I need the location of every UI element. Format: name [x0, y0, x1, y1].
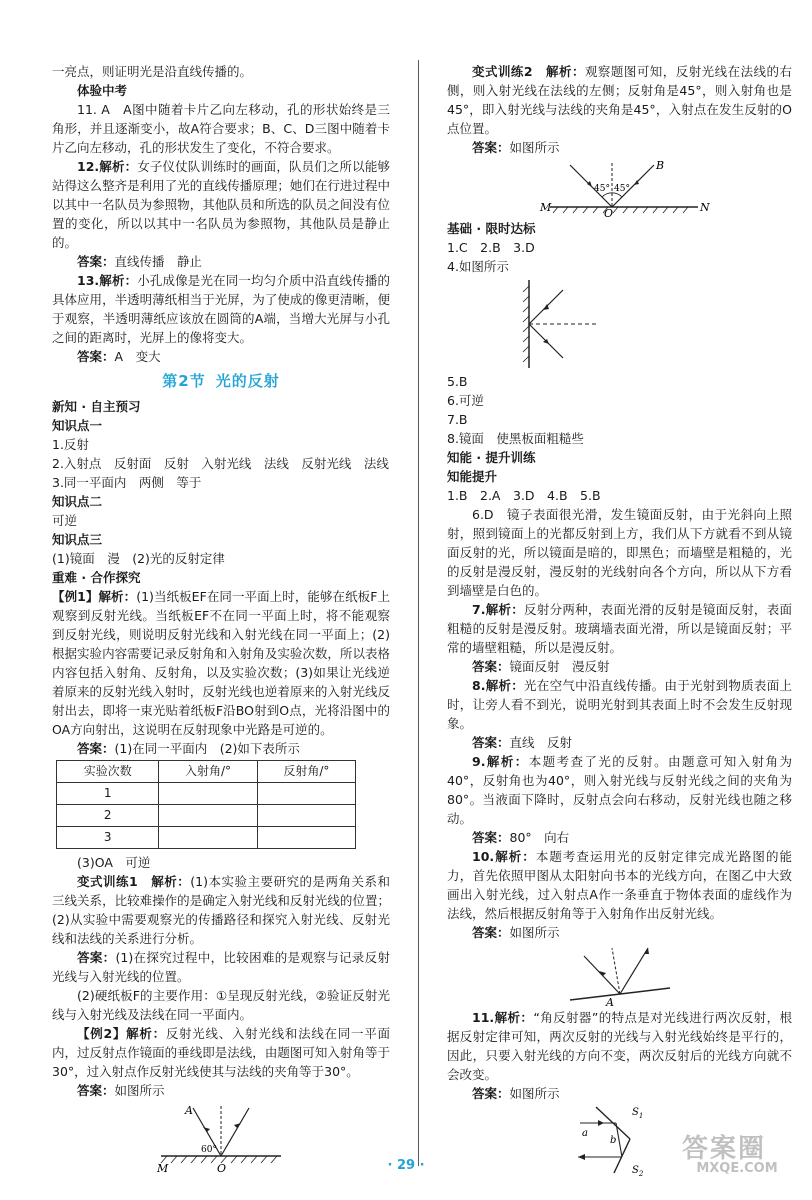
q9-text: 本题考查了光的反射。由题意可知入射角为40°，反射角也为40°，则入射光线与反射光线之间的夹角为80°。当液面下降时，反射点会向右移动，反射光线也随之移动。: [447, 754, 792, 826]
example2: [52, 1024, 390, 1081]
answer-text: 直线传播 静止: [114, 254, 203, 269]
answer-label: 答案：: [472, 830, 510, 845]
table-cell: 1: [57, 783, 159, 805]
kp1-item-2: 2.入射点 反射面 反射 入射光线 法线 反射光线 法线: [52, 456, 389, 471]
zhineng-item-1: 1.B 2.A 3.D 4.B 5.B: [447, 488, 601, 503]
q11-text: 11. A A图中随着卡片乙向左移动，孔的形状始终是三角形，并且逐渐变小，故A符合要求；B、C、D三图中随着卡片乙向左移动，孔的形状发生了变化，不符合要求。: [52, 102, 390, 155]
analysis-label: 解析：: [151, 874, 191, 889]
xinzhi-heading: 新知 · 自主预习: [52, 399, 141, 414]
analysis-label: 解析：: [494, 1010, 534, 1025]
label-b: b: [609, 1135, 616, 1146]
label-angle-2: 45°: [613, 184, 630, 194]
q7-num: 7.: [472, 602, 486, 617]
zhineng-subheading: 知能提升: [447, 469, 498, 484]
intro-line: 一亮点，则证明光是沿直线传播的。: [52, 64, 253, 79]
section-number: 第2节: [162, 372, 206, 390]
label-A: A: [185, 1104, 193, 1117]
q9-num: 9.: [472, 754, 486, 769]
example1-text: (1)当纸板EF在同一平面上时，能够在纸板F上观察到反射光线。当纸板EF不在同一平面上时，将不能观察到反射光线，则说明反射光线和入射光线在同一平面上；(2)根据实验内容需要记录反射角和入射角及实验次数，所以表格内容包括入射角、反射角，以及实验次数；(3)如果让光线逆着原来的反射光线入射时，反射光线也逆着原来的入射光线反射出去，即将一束光贴着纸板F沿BO射到O点，光将沿图中的OA方向射出，这说明在反射现象中光路是可逆的。: [52, 589, 390, 737]
kp1-item-3: 3.同一平面内 两侧 等于: [52, 475, 202, 490]
q8-text: 光在空气中沿直线传播。由于光射到物质表面上时，让旁人看不到光，说明光射到其表面上时不会发生反射现象。: [447, 678, 792, 731]
bianshi1-answer-2: (2)硬纸板F的主要作用：①呈现反射光线，②验证反射光线与入射光线及法线在同一平面内。: [52, 988, 390, 1022]
jichu-item-1: 1.C 2.B 3.D: [447, 240, 535, 255]
label-B: B: [655, 159, 664, 172]
answer-text: 如图所示: [114, 1083, 165, 1098]
label-M: M: [157, 1162, 169, 1175]
kp1-heading: 知识点一: [52, 418, 103, 433]
zhineng-q10-answer: [447, 923, 792, 942]
label-N: N: [699, 201, 710, 214]
analysis-label: 解析：: [494, 849, 536, 864]
zhineng-q8-answer: [447, 733, 792, 752]
kp2-item: 可逆: [52, 513, 78, 528]
analysis-label: 解析：: [98, 589, 137, 604]
table-row: [57, 827, 356, 849]
label-O: O: [217, 1162, 227, 1175]
column-divider: [418, 60, 419, 1166]
zhineng-q8: [447, 676, 792, 733]
bianshi2: [447, 62, 792, 138]
table-cell: [159, 805, 257, 827]
table-cell: [159, 827, 257, 849]
answer-label: 答案：: [77, 254, 115, 269]
answer-text: A 变大: [114, 349, 161, 364]
label-a: a: [581, 1128, 588, 1139]
q8-num: 8.: [472, 678, 486, 693]
reflected-arrow: [543, 339, 549, 344]
bianshi1: [52, 872, 390, 948]
table-row: [57, 805, 356, 827]
label-A: A: [605, 996, 614, 1008]
reflected-ray: [620, 948, 648, 994]
table-header-row: [57, 761, 356, 783]
right-column: [447, 62, 792, 1177]
example1-answer: [52, 739, 390, 758]
jichu-item-7: 7.B: [447, 412, 468, 427]
watermark-logo: 答案圈: [682, 1134, 767, 1164]
answer-label: 答案：: [472, 925, 510, 940]
bianshi-label: 变式训练2: [472, 64, 533, 79]
analysis-label: 解析：: [126, 1026, 166, 1041]
answer-label: 答案：: [77, 349, 115, 364]
label-S2: $S_2$: [631, 1165, 643, 1177]
example-label: 【例1】: [52, 589, 99, 604]
reflected-arrow: [234, 1123, 241, 1128]
q12: [52, 157, 390, 252]
example2-text: 反射光线、入射光线和法线在同一平面内，过反射点作镜面的垂线即是法线，由题图可知入射角等于30°，过入射点作反射光线使其与法线的夹角等于30°。: [52, 1026, 390, 1079]
answer-text: 如图所示: [509, 925, 560, 940]
mirror-hatching: [523, 286, 529, 362]
section-name: 光的反射: [215, 372, 280, 390]
bianshi2-text: 观察题图可知，反射光线在法线的右侧，则入射光线在法线的左侧；反射角是45°，则入射角也是45°，即入射光线与法线的夹角是45°，入射点在发生反射的O点位置。: [447, 64, 792, 136]
q11-text: “角反射器”的特点是对光线进行两次反射，根据反射定律可知，两次反射的光线与入射光线始终是平行的，因此，只要入射光线的方向不变，两次反射后的光线方向就不会改变。: [447, 1010, 792, 1082]
example2-answer: [52, 1081, 390, 1100]
watermark-url: MXQE.COM: [696, 1161, 778, 1176]
watermark: [682, 1134, 792, 1192]
left-column: [52, 62, 390, 1176]
kp2-heading: 知识点二: [52, 494, 103, 509]
answer-text: 镜面反射 漫反射: [509, 659, 610, 674]
label-S1: $S_1$: [631, 1107, 643, 1120]
label-M: M: [539, 201, 551, 214]
analysis-label: 解析：: [485, 754, 529, 769]
reflection-figure-4: [550, 942, 690, 1008]
answer-text: 如图所示: [509, 1086, 560, 1101]
zhineng-q10: [447, 847, 792, 923]
analysis-label: 解析：: [546, 64, 585, 79]
table-row: [57, 783, 356, 805]
table-header: 反射角/°: [257, 761, 355, 783]
answer-label: 答案：: [472, 735, 510, 750]
reflected-arrow: [644, 948, 649, 954]
label-O: O: [603, 207, 613, 219]
zhineng-heading: 知能 · 提升训练: [447, 450, 536, 465]
table-cell: [257, 783, 355, 805]
q10-text: 本题考查运用光的反射定律完成光路图的能力，首先依照甲图从太阳射向书本的光线方向，在图乙中大致画出入射光线，过入射点A作一条垂直于物体表面的虚线作为法线，然后根据反射角等于入射角作出反射光线。: [447, 849, 792, 921]
table-header: 实验次数: [57, 761, 159, 783]
tiyan-heading: 体验中考: [77, 83, 128, 98]
zhineng-item-6: 6.D 镜子表面很光滑，发生镜面反射，由于光斜向上照射，照到镜面上的光都反射到上方，我们从下方就看不到从镜面反射的光，所以镜面是暗的，即黑色；而墙壁是粗糙的，光的反射是漫反射，漫反射的光线射向各个方向，所以从下方看到墙壁是白色的。: [447, 507, 792, 598]
jichu-item-8: 8.镜面 使黑板面粗糙些: [447, 431, 584, 446]
jichu-item-6: 6.可逆: [447, 393, 484, 408]
answer-label: 答案：: [77, 950, 116, 965]
bianshi1-answer-1: [52, 948, 390, 986]
answer-text: 如图所示: [509, 140, 560, 155]
answer-text: 80° 向右: [509, 830, 570, 845]
label-angle: 60°: [201, 1145, 217, 1155]
jichu-item-4: 4.如图所示: [447, 259, 509, 274]
answer-label: 答案：: [472, 1086, 510, 1101]
q12-num: 12.: [77, 159, 100, 174]
zhineng-q7-answer: [447, 657, 792, 676]
page-number: · 29 ·: [387, 1158, 425, 1173]
q12-text: 女子仪仗队训练时的画面，队员们之所以能够站得这么整齐是利用了光的直线传播原理；她们在行进过程中以其中一名队员为参照物，其他队员和所选的队员之间没有位置的变化，所以以其中一名队员为参照物，其他队员是静止的。: [52, 159, 390, 250]
example1-answer-3: (3)OA 可逆: [77, 855, 151, 870]
example1: [52, 587, 390, 739]
q13-text: 小孔成像是光在同一均匀介质中沿直线传播的具体应用，半透明薄纸相当于光屏，为了使成的像更清晰，便于观察，半透明薄纸应该放在圆筒的A端，当增大光屏与小孔之间的距离时，光屏上的像将变大。: [52, 273, 390, 345]
q13-answer: [52, 347, 390, 366]
jichu-heading: 基础 · 限时达标: [447, 221, 536, 236]
analysis-label: 解析：: [485, 678, 525, 693]
kp1-item-1: 1.反射: [52, 437, 89, 452]
q10-num: 10.: [472, 849, 495, 864]
jichu-item-5: 5.B: [447, 374, 468, 389]
reflection-figure-2: [530, 157, 710, 219]
answer-label: 答案：: [77, 741, 115, 756]
bianshi2-answer: [447, 138, 792, 157]
incident-arrow: [203, 1127, 210, 1132]
zhineng-q7: [447, 600, 792, 657]
table-cell: [159, 783, 257, 805]
q7-text: 反射分两种，表面光滑的反射是镜面反射，表面粗糙的反射是漫反射。玻璃墙表面光滑，所以是镜面反射；平常的墙壁粗糙，所以是漫反射。: [447, 602, 792, 655]
answer-text: (1)在探究过程中，比较困难的是观察与记录反射光线与入射光线的位置。: [52, 950, 390, 984]
zhongnan-heading: 重难 · 合作探究: [52, 570, 141, 585]
answer-label: 答案：: [472, 140, 510, 155]
incident-arrow: [598, 1120, 604, 1126]
answer-label: 答案：: [472, 659, 510, 674]
answer-text: 直线 反射: [509, 735, 573, 750]
q13-label: 解析：: [99, 273, 138, 288]
bianshi-label: 变式训练1: [77, 874, 138, 889]
answer-label: 答案：: [77, 1083, 115, 1098]
zhineng-q11-answer: [447, 1084, 792, 1103]
zhineng-q9-answer: [447, 828, 792, 847]
reflected-ray: [221, 1108, 249, 1156]
reflection-figure-3: [487, 276, 607, 372]
table-header: 入射角/°: [159, 761, 257, 783]
example-label: 【例2】: [77, 1026, 127, 1041]
mirror-hatching: [553, 207, 688, 213]
answer-text: (1)在同一平面内 (2)如下表所示: [114, 741, 300, 756]
zhineng-q9: [447, 752, 792, 828]
section-title: [52, 372, 390, 391]
kp3-item: (1)镜面 漫 (2)光的反射定律: [52, 551, 225, 566]
table-cell: [257, 827, 355, 849]
table-cell: 3: [57, 827, 159, 849]
incident-arrow: [587, 181, 592, 187]
q13-num: 13.: [77, 273, 100, 288]
q11-num: 11.: [472, 1010, 495, 1025]
experiment-table: [56, 760, 356, 849]
q13: [52, 271, 390, 347]
table-cell: [257, 805, 355, 827]
bianshi1-text: (1)本实验主要研究的是两角关系和三线关系，比较难操作的是确定入射光线和反射光线的位置；(2)从实验中需要观察光的传播路径和探究入射光线、反射光线和法线的关系进行分析。: [52, 874, 390, 946]
q12-answer: [52, 252, 390, 271]
q12-label: 解析：: [99, 159, 138, 174]
analysis-label: 解析：: [485, 602, 525, 617]
kp3-heading: 知识点三: [52, 532, 103, 547]
zhineng-q11: [447, 1008, 792, 1084]
label-angle-1: 45°: [593, 184, 610, 194]
table-cell: 2: [57, 805, 159, 827]
